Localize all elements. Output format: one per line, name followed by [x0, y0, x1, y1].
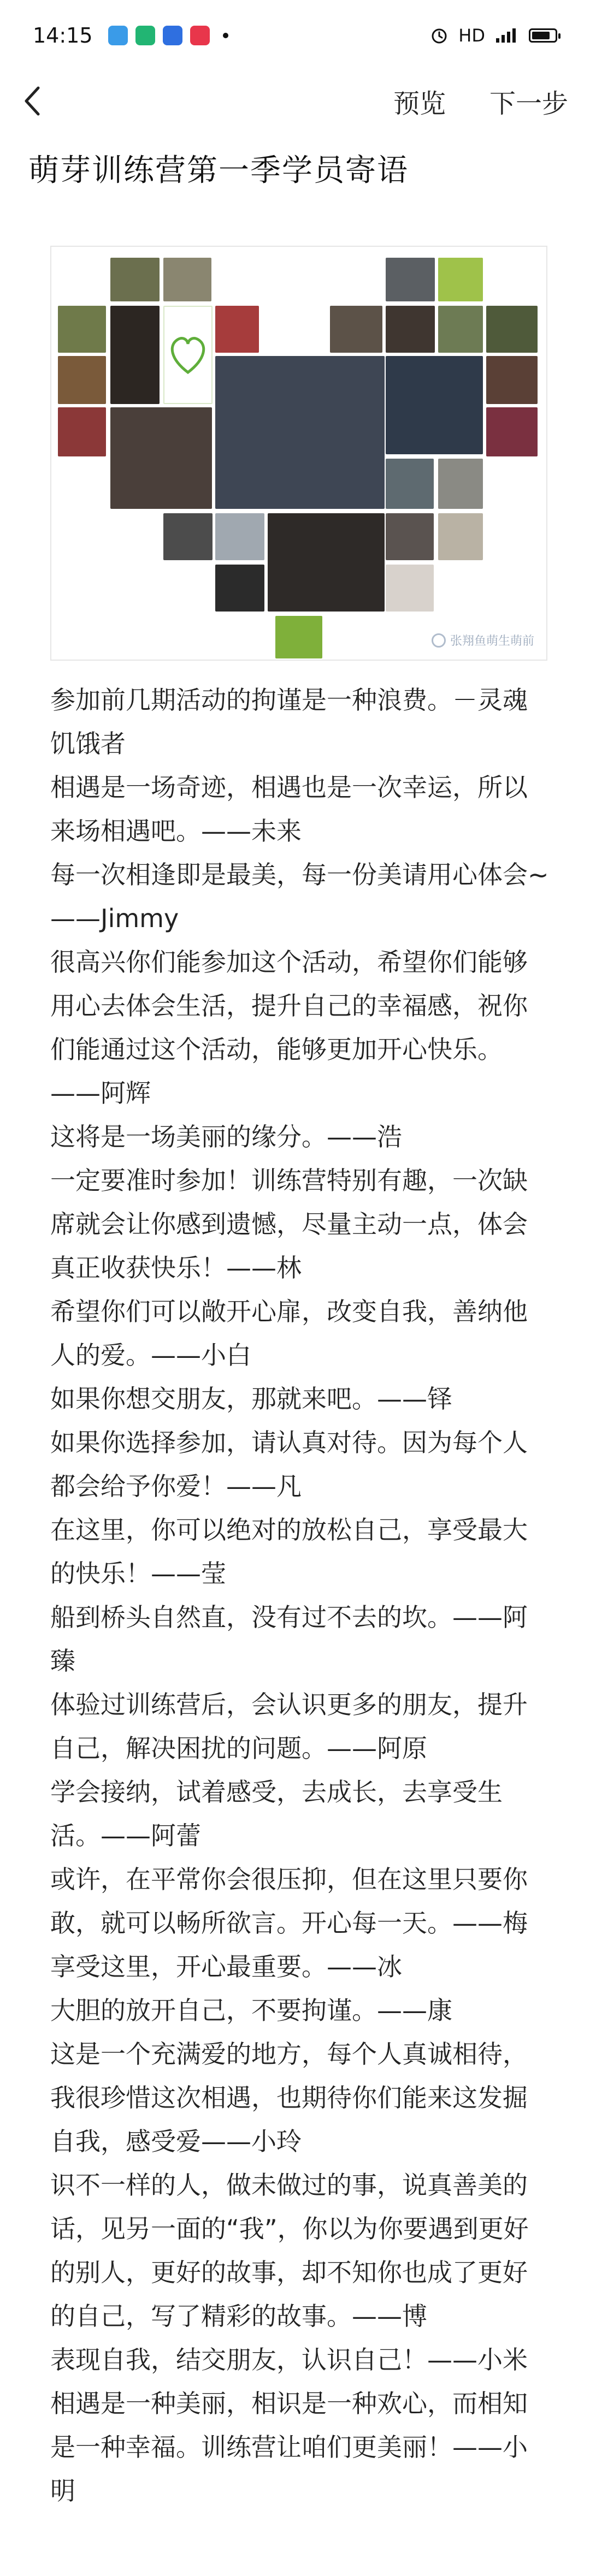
- collage-photo: [215, 513, 264, 560]
- collage-photo: [163, 513, 213, 560]
- app-notification-icon: [108, 26, 128, 45]
- watermark-logo-icon: [432, 633, 446, 648]
- network-hd-label: HD: [458, 25, 485, 46]
- collage-photo: [438, 306, 483, 353]
- collage-photo: [386, 459, 434, 509]
- image-watermark: [432, 632, 534, 649]
- collage-photo: [386, 306, 435, 353]
- collage-photo: [438, 459, 483, 509]
- collage-photo: [275, 616, 322, 658]
- article-paragraph: 如果你想交朋友，那就来吧。——铎: [50, 1384, 452, 1414]
- article-paragraph: 希望你们可以敞开心扉，改变自我，善纳他人的爱。——小白: [50, 1297, 528, 1370]
- article-paragraph: 在这里，你可以绝对的放松自己，享受最大的快乐！——莹: [50, 1515, 528, 1588]
- collage-photo: [215, 306, 259, 353]
- photo-collage: [50, 246, 547, 661]
- collage-photo: [486, 356, 538, 404]
- preview-button[interactable]: 预览: [393, 88, 446, 119]
- article-title: 萌芽训练营第一季学员寄语: [28, 153, 409, 188]
- article-paragraph: 这将是一场美丽的缘分。——浩: [50, 1122, 402, 1152]
- status-indicators: [430, 25, 557, 46]
- article-paragraph: 相遇是一种美丽，相识是一种欢心，而相知是一种幸福。训练营让咱们更美丽！——小明: [50, 2389, 528, 2506]
- article-paragraph: 体验过训练营后，会认识更多的朋友，提升自己，解决困扰的问题。——阿原: [50, 1690, 528, 1763]
- collage-photo: [58, 306, 106, 353]
- alarm-icon: [430, 26, 449, 45]
- collage-photo: [386, 258, 435, 301]
- article-paragraph: 如果你选择参加，请认真对待。因为每个人都会给予你爱！——凡: [50, 1428, 528, 1501]
- collage-photo: [58, 356, 106, 404]
- collage-photo: [438, 513, 483, 560]
- article-paragraph: 每一次相逢即是最美，每一份美请用心体会~——Jimmy: [50, 860, 549, 933]
- next-step-button[interactable]: 下一步: [489, 88, 568, 119]
- article-paragraph: 船到桥头自然直，没有过不去的坎。——阿臻: [50, 1602, 528, 1676]
- nav-actions: [393, 82, 568, 120]
- collage-photo: [110, 407, 212, 509]
- article-paragraph: 或许，在平常你会很压抑，但在这里只要你敢，就可以畅所欲言。开心每一天。——梅: [50, 1865, 528, 1938]
- media-app-icon: [190, 26, 210, 45]
- chevron-left-icon: [22, 85, 42, 117]
- article-paragraph: 很高兴你们能参加这个活动，希望你们能够用心去体会生活，提升自己的幸福感，祝你们能通过这个活动，能够更加开心快乐。——阿辉: [50, 947, 528, 1108]
- back-button[interactable]: [22, 79, 55, 123]
- status-app-icons: [108, 26, 228, 45]
- nav-bar: [0, 71, 590, 131]
- signal-icon: [495, 27, 519, 44]
- collage-photo: [438, 258, 483, 301]
- status-time: 14:15: [33, 23, 93, 48]
- collage-photo: [386, 356, 483, 454]
- article-paragraph: 这是一个充满爱的地方，每个人真诚相待，我很珍惜这次相遇，也期待你们能来这发掘自我，感受爱——小玲: [50, 2039, 528, 2156]
- collage-heart-logo: [163, 306, 213, 404]
- collage-photo: [215, 356, 385, 509]
- collage-photo: [110, 258, 160, 301]
- article-paragraph: 一定要准时参加！训练营特别有趣，一次缺席就会让你感到遗憾，尽量主动一点，体会真正收获快乐！——林: [50, 1166, 528, 1283]
- battery-level: [532, 32, 550, 39]
- collage-photo: [110, 306, 160, 404]
- article-paragraph: 参加前几期活动的拘谨是一种浪费。－灵魂饥饿者: [50, 685, 528, 758]
- collage-photo: [58, 407, 106, 456]
- article-paragraph: 享受这里，开心最重要。——冰: [50, 1952, 402, 1981]
- collage-photo: [386, 565, 434, 612]
- article-paragraph: 表现自我，结交朋友，认识自己！——小米: [50, 2345, 528, 2375]
- more-notifications-dot: [223, 33, 228, 38]
- article-paragraph: 识不一样的人，做未做过的事，说真善美的话，见另一面的“我”，你以为你要遇到更好的别人，更好的故事，却不知你也成了更好的自己，写了精彩的故事。——博: [50, 2170, 529, 2331]
- article-paragraph: 相遇是一场奇迹，相遇也是一次幸运，所以来场相遇吧。——未来: [50, 773, 528, 846]
- collage-photo: [330, 306, 382, 353]
- battery-icon: [529, 28, 557, 43]
- translate-app-icon: [163, 26, 182, 45]
- phone-app-icon: [135, 26, 155, 45]
- status-bar: [0, 0, 590, 71]
- collage-photo: [486, 306, 538, 353]
- watermark-text: 张翔鱼萌生萌前: [450, 634, 534, 648]
- collage-photo: [486, 407, 538, 456]
- collage-photo: [215, 565, 264, 612]
- collage-photo: [268, 513, 385, 612]
- article-paragraph: 大胆的放开自己，不要拘谨。——康: [50, 1996, 452, 2025]
- article-paragraph: 学会接纳，试着感受，去成长，去享受生活。——阿蕾: [50, 1777, 503, 1850]
- collage-photo: [163, 258, 211, 301]
- collage-photo: [386, 513, 434, 560]
- article-body: [50, 678, 550, 2513]
